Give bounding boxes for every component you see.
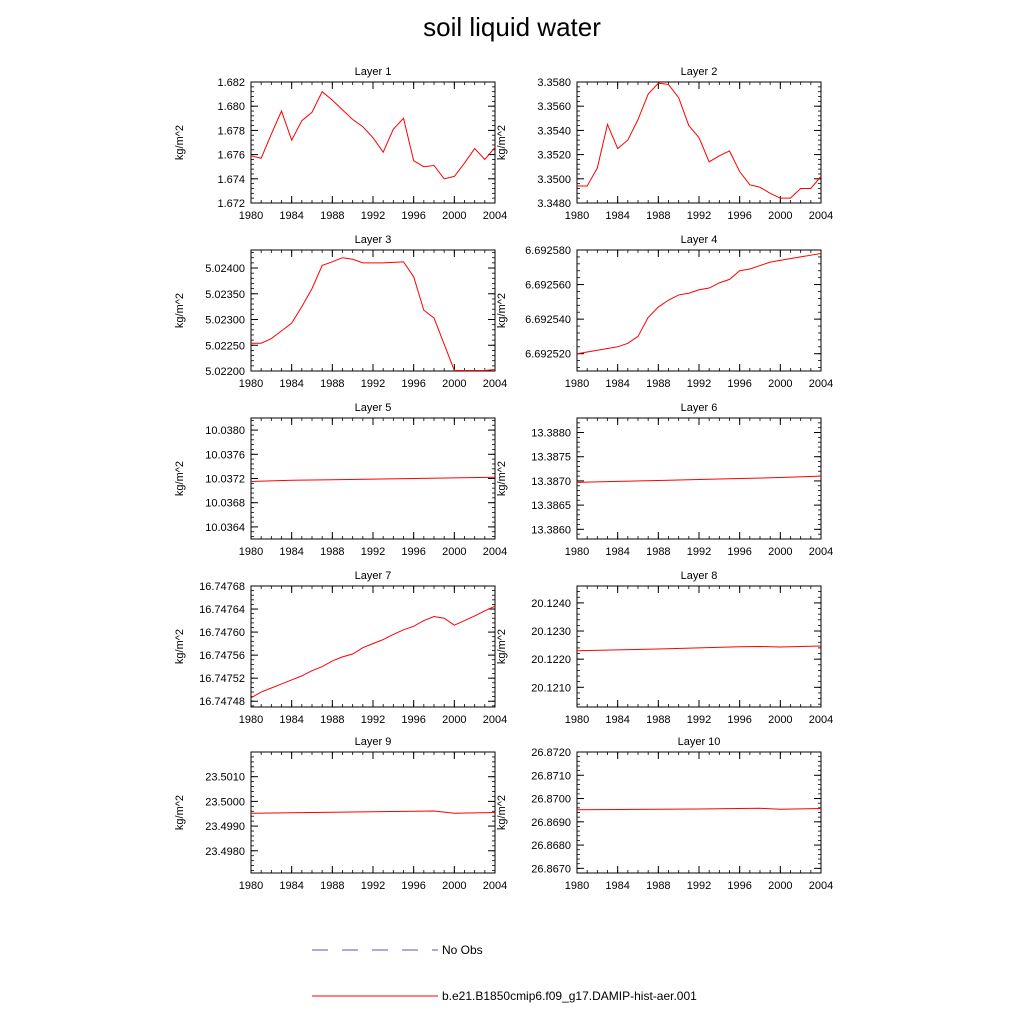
y-tick-label: 23.4980: [205, 845, 245, 858]
plot-frame: [577, 250, 821, 371]
x-tick-label: 2000: [768, 546, 793, 558]
y-tick-label: 20.1220: [531, 654, 571, 667]
x-tick-label: 1980: [564, 378, 590, 390]
plot-frame: [251, 586, 495, 707]
x-tick-label: 1992: [686, 546, 712, 558]
x-tick-label: 2004: [482, 378, 508, 390]
figure-title: soil liquid water: [423, 12, 601, 42]
series-line: [577, 476, 821, 482]
panel-layer-9: [174, 736, 507, 892]
y-tick-label: 16.74752: [199, 673, 245, 686]
y-tick-label: 13.3860: [531, 524, 571, 537]
y-tick-label: 20.1210: [531, 682, 571, 695]
x-tick-label: 2004: [808, 378, 834, 390]
y-tick-label: 5.02350: [205, 288, 245, 301]
panel-title: Layer 9: [354, 736, 392, 748]
x-tick-label: 1988: [646, 210, 671, 222]
panel-title: Layer 1: [354, 66, 392, 78]
plot-frame: [251, 418, 495, 539]
panel-title: Layer 2: [680, 66, 718, 78]
x-tick-label: 2004: [482, 714, 508, 726]
x-tick-label: 2000: [768, 378, 793, 390]
y-tick-label: 13.3880: [531, 427, 571, 440]
x-tick-label: 1996: [401, 378, 426, 390]
y-tick-label: 1.676: [217, 149, 245, 162]
y-tick-label: 16.74756: [199, 650, 245, 663]
x-tick-label: 2004: [808, 210, 834, 222]
series-line: [577, 808, 821, 809]
series-line: [251, 92, 495, 179]
y-tick-label: 16.74764: [199, 604, 245, 617]
series-line: [577, 253, 821, 353]
y-axis-label: kg/m^2: [496, 628, 508, 665]
y-tick-label: 10.0376: [205, 449, 245, 462]
x-tick-label: 1992: [686, 880, 712, 892]
x-tick-label: 1996: [401, 714, 426, 726]
legend-no-obs-line: [312, 944, 438, 956]
y-tick-label: 20.1230: [531, 626, 571, 639]
y-tick-label: 3.3580: [537, 77, 571, 89]
x-tick-label: 2000: [768, 880, 793, 892]
y-tick-label: 10.0368: [205, 497, 245, 510]
y-axis-label: kg/m^2: [174, 794, 186, 831]
y-tick-label: 1.674: [217, 173, 245, 186]
y-axis-label: kg/m^2: [496, 460, 508, 497]
panel-layer-8: [496, 570, 833, 726]
x-tick-label: 1996: [401, 880, 426, 892]
x-tick-label: 1992: [360, 210, 386, 222]
y-tick-label: 23.5000: [205, 796, 245, 809]
panel-title: Layer 6: [680, 402, 718, 414]
y-tick-label: 13.3875: [531, 451, 571, 464]
x-tick-label: 1980: [564, 210, 590, 222]
y-tick-label: 6.692540: [525, 314, 571, 327]
x-tick-label: 1988: [320, 880, 345, 892]
y-tick-label: 6.692560: [525, 279, 571, 292]
panel-layer-1: [174, 66, 507, 222]
y-tick-label: 6.692520: [525, 348, 571, 361]
y-axis-label: kg/m^2: [174, 628, 186, 665]
x-tick-label: 1984: [279, 378, 304, 390]
plot-frame: [577, 418, 821, 539]
y-tick-label: 26.8670: [531, 863, 571, 876]
legend-no-obs-label: No Obs: [442, 943, 483, 957]
x-tick-label: 2000: [768, 210, 793, 222]
x-tick-label: 1984: [279, 210, 304, 222]
x-tick-label: 1984: [605, 546, 630, 558]
x-tick-label: 2000: [442, 714, 467, 726]
x-tick-label: 1988: [646, 880, 671, 892]
x-tick-label: 1984: [279, 714, 304, 726]
x-tick-label: 2004: [808, 546, 834, 558]
panel-layer-5: [174, 402, 507, 558]
panel-layer-2: [496, 66, 833, 222]
x-tick-label: 1992: [360, 546, 386, 558]
y-tick-label: 26.8710: [531, 770, 571, 783]
series-line: [251, 258, 495, 371]
panel-title: Layer 3: [354, 234, 392, 246]
y-tick-label: 16.74768: [199, 581, 245, 593]
x-tick-label: 1996: [401, 546, 426, 558]
x-tick-label: 1984: [279, 546, 304, 558]
y-tick-label: 5.02200: [205, 366, 245, 378]
x-tick-label: 1988: [320, 714, 345, 726]
plot-frame: [251, 82, 495, 203]
panel-title: Layer 10: [677, 736, 721, 748]
y-axis-label: kg/m^2: [174, 460, 186, 497]
legend-model-label: b.e21.B1850cmip6.f09_g17.DAMIP-hist-aer.001: [442, 989, 697, 1003]
panel-layer-6: [496, 402, 833, 558]
y-tick-label: 3.3480: [537, 198, 571, 210]
x-tick-label: 2000: [442, 378, 467, 390]
y-tick-label: 10.0364: [205, 521, 245, 534]
x-tick-label: 1988: [646, 546, 671, 558]
x-tick-label: 1980: [238, 880, 264, 892]
y-tick-label: 5.02400: [205, 263, 245, 276]
x-tick-label: 1992: [360, 378, 386, 390]
y-tick-label: 10.0372: [205, 473, 245, 486]
y-tick-label: 6.692580: [525, 245, 571, 257]
x-tick-label: 1992: [686, 210, 712, 222]
y-tick-label: 1.682: [217, 77, 245, 89]
y-axis-label: kg/m^2: [496, 292, 508, 329]
panel-title: Layer 8: [680, 570, 718, 582]
x-tick-label: 1984: [279, 880, 304, 892]
plot-frame: [577, 752, 821, 873]
x-tick-label: 1996: [727, 378, 752, 390]
x-tick-label: 1988: [646, 378, 671, 390]
x-tick-label: 1980: [238, 210, 264, 222]
y-axis-label: kg/m^2: [496, 124, 508, 161]
x-tick-label: 2004: [482, 210, 508, 222]
panel-layer-7: [174, 570, 507, 726]
panel-title: Layer 5: [354, 402, 392, 414]
x-tick-label: 2004: [482, 546, 508, 558]
x-tick-label: 1996: [727, 210, 752, 222]
plot-frame: [577, 82, 821, 203]
y-tick-label: 26.8700: [531, 793, 571, 806]
y-tick-label: 13.3870: [531, 475, 571, 488]
x-tick-label: 1988: [320, 546, 345, 558]
y-axis-label: kg/m^2: [496, 794, 508, 831]
x-tick-label: 1980: [238, 546, 264, 558]
series-line: [577, 83, 821, 198]
x-tick-label: 1980: [564, 880, 590, 892]
x-tick-label: 1988: [646, 714, 671, 726]
x-tick-label: 1992: [360, 880, 386, 892]
panel-layer-4: [496, 234, 833, 390]
x-tick-label: 1984: [605, 378, 630, 390]
panel-title: Layer 7: [354, 570, 392, 582]
x-tick-label: 1980: [564, 714, 590, 726]
y-tick-label: 3.3500: [537, 173, 571, 186]
x-tick-label: 1992: [686, 714, 712, 726]
x-tick-label: 2000: [442, 210, 467, 222]
x-tick-label: 1980: [238, 378, 264, 390]
y-axis-label: kg/m^2: [174, 124, 186, 161]
x-tick-label: 2004: [482, 880, 508, 892]
x-tick-label: 1996: [727, 546, 752, 558]
series-line: [251, 477, 495, 481]
y-tick-label: 16.74748: [199, 696, 245, 709]
x-tick-label: 1992: [686, 378, 712, 390]
y-tick-label: 1.680: [217, 101, 245, 114]
legend-model-line: [312, 990, 438, 1002]
series-line: [577, 646, 821, 651]
y-tick-label: 23.5010: [205, 771, 245, 784]
y-tick-label: 20.1240: [531, 597, 571, 610]
y-tick-label: 3.3520: [537, 149, 571, 162]
y-tick-label: 23.4990: [205, 821, 245, 834]
series-line: [251, 606, 495, 698]
y-tick-label: 5.02300: [205, 314, 245, 327]
x-tick-label: 1984: [605, 210, 630, 222]
y-tick-label: 3.3560: [537, 101, 571, 114]
y-tick-label: 13.3865: [531, 500, 571, 513]
x-tick-label: 1984: [605, 880, 630, 892]
y-tick-label: 26.8680: [531, 840, 571, 853]
y-tick-label: 3.3540: [537, 125, 571, 138]
y-tick-label: 26.8690: [531, 816, 571, 829]
y-tick-label: 10.0380: [205, 425, 245, 438]
x-tick-label: 2004: [808, 880, 834, 892]
x-tick-label: 1996: [727, 880, 752, 892]
x-tick-label: 1988: [320, 210, 345, 222]
y-tick-label: 1.672: [217, 198, 245, 210]
x-tick-label: 1988: [320, 378, 345, 390]
x-tick-label: 2000: [442, 546, 467, 558]
y-axis-label: kg/m^2: [174, 292, 186, 329]
y-tick-label: 5.02250: [205, 340, 245, 353]
x-tick-label: 1984: [605, 714, 630, 726]
y-tick-label: 1.678: [217, 125, 245, 138]
panel-title: Layer 4: [680, 234, 718, 246]
series-line: [251, 811, 495, 813]
x-tick-label: 1980: [564, 546, 590, 558]
y-tick-label: 26.8720: [531, 747, 571, 759]
x-tick-label: 2000: [768, 714, 793, 726]
x-tick-label: 1980: [238, 714, 264, 726]
x-tick-label: 2000: [442, 880, 467, 892]
x-tick-label: 1996: [727, 714, 752, 726]
x-tick-label: 2004: [808, 714, 834, 726]
panel-layer-3: [174, 234, 507, 390]
x-tick-label: 1996: [401, 210, 426, 222]
y-tick-label: 16.74760: [199, 627, 245, 640]
panel-layer-10: [496, 736, 833, 892]
plot-frame: [251, 250, 495, 371]
x-tick-label: 1992: [360, 714, 386, 726]
